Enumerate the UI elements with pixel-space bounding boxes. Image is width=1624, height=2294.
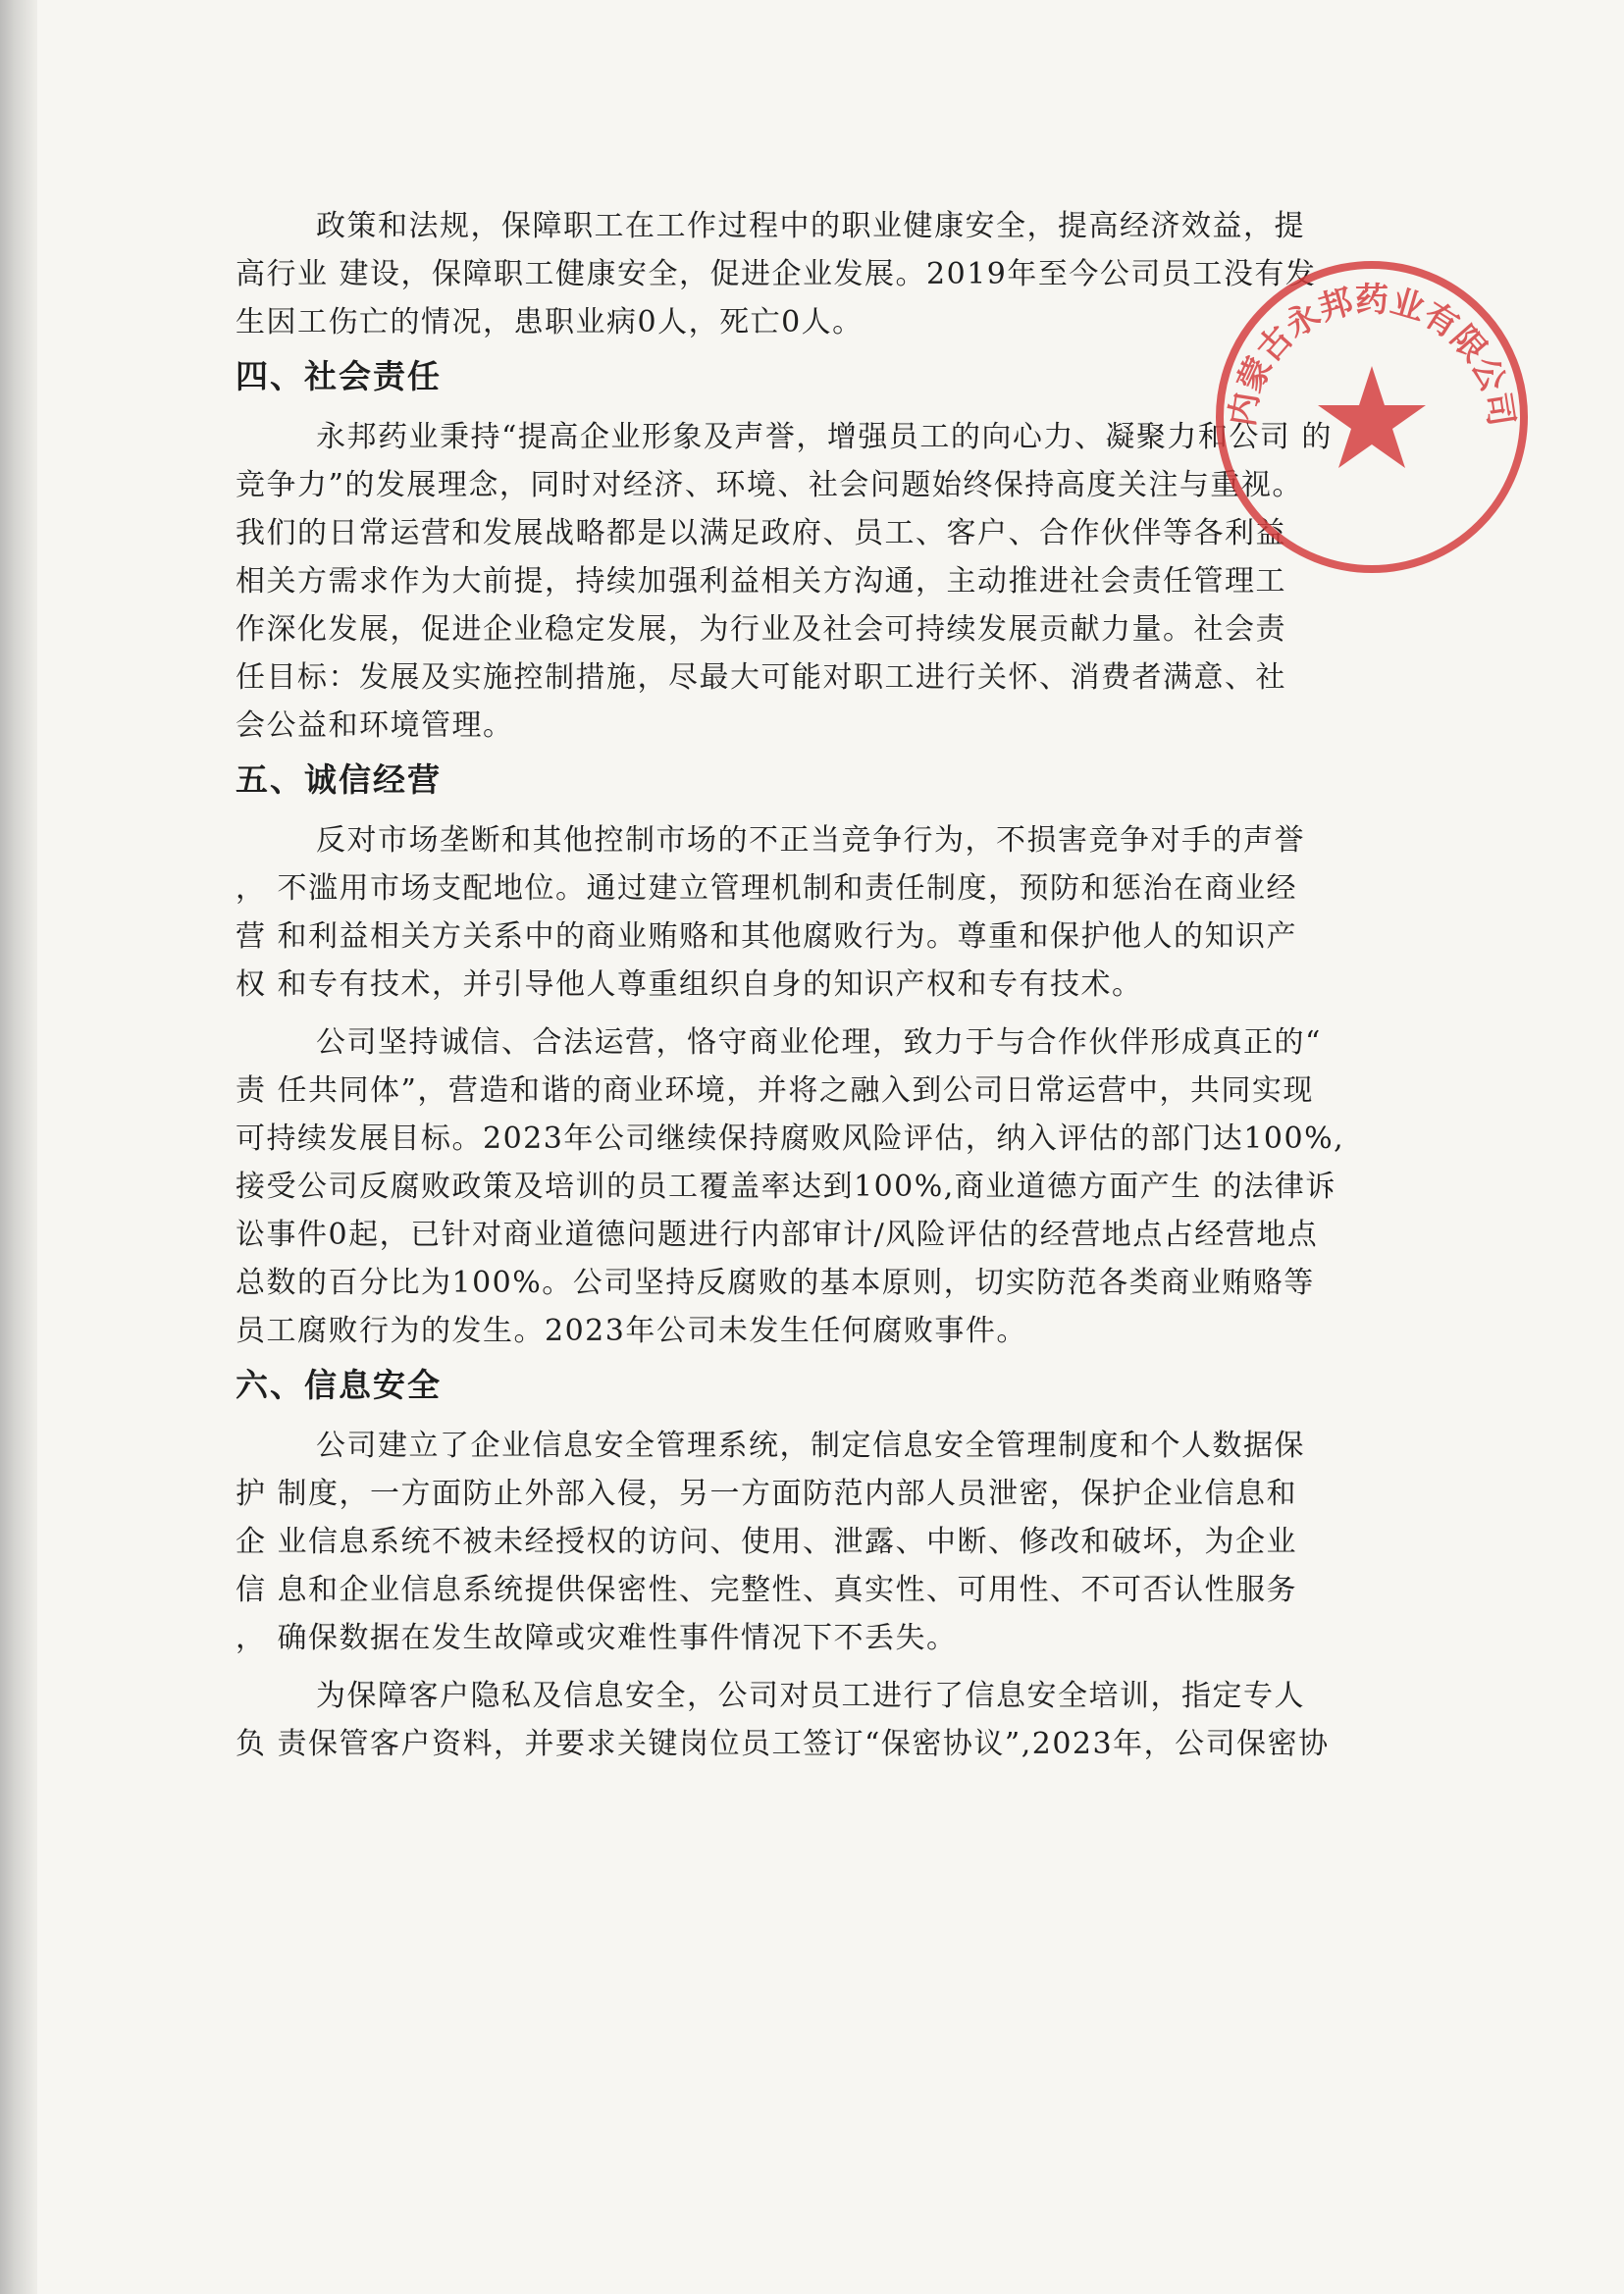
text-line: 总数的百分比为100%。公司坚持反腐败的基本原则，切实防范各类商业贿赂等 <box>236 1266 1315 1300</box>
text-line: 任目标：发展及实施控制措施，尽最大可能对职工进行关怀、消费者满意、社 <box>236 660 1286 695</box>
text-line: ， 不滥用市场支配地位。通过建立管理机制和责任制度，预防和惩治在商业经 <box>236 871 1298 906</box>
text-line: 讼事件0起，已针对商业道德问题进行内部审计/风险评估的经营地点占经营地点 <box>236 1218 1319 1252</box>
text-line: 公司建立了企业信息安全管理系统，制定信息安全管理制度和个人数据保 <box>316 1429 1305 1463</box>
text-line: 护 制度，一方面防止外部入侵，另一方面防范内部人员泄密，保护企业信息和 <box>236 1477 1298 1511</box>
integrity-paragraph-2 <box>236 1018 1384 1355</box>
text-line: 生因工伤亡的情况，患职业病0人，死亡0人。 <box>236 305 864 339</box>
text-line: 政策和法规，保障职工在工作过程中的职业健康安全，提高经济效益，提 <box>316 209 1305 243</box>
text-line: 高行业 建设，保障职工健康安全，促进企业发展。2019年至今公司员工没有发 <box>236 257 1317 291</box>
text-line: 员工腐败行为的发生。2023年公司未发生任何腐败事件。 <box>236 1314 1027 1348</box>
scan-shadow-edge <box>0 0 37 2294</box>
text-line: 竞争力”的发展理念，同时对经济、环境、社会问题始终保持高度关注与重视。 <box>236 468 1303 502</box>
section-heading-integrity: 五、诚信经营 <box>236 760 442 799</box>
text-line: 反对市场垄断和其他控制市场的不正当竞争行为，不损害竞争对手的声誉 <box>316 823 1305 858</box>
text-line: ， 确保数据在发生故障或灾难性事件情况下不丢失。 <box>236 1621 958 1655</box>
text-line: 永邦药业秉持“提高企业形象及声誉，增强员工的向心力、凝聚力和公司 的 <box>316 420 1333 454</box>
seal-arc-path-text: 内蒙古永邦药业有限公司 <box>1223 281 1521 429</box>
text-line: 责 任共同体”，营造和谐的商业环境，并将之融入到公司日常运营中，共同实现 <box>236 1073 1314 1108</box>
text-line: 营 和利益相关方关系中的商业贿赂和其他腐败行为。尊重和保护他人的知识产 <box>236 919 1298 954</box>
section-heading-social-responsibility: 四、社会责任 <box>236 357 442 395</box>
text-line: 公司坚持诚信、合法运营，恪守商业伦理，致力于与合作伙伴形成真正的“ <box>316 1025 1322 1060</box>
text-line: 作深化发展，促进企业稳定发展，为行业及社会可持续发展贡献力量。社会责 <box>236 612 1286 647</box>
text-line: 接受公司反腐败政策及培训的员工覆盖率达到100%,商业道德方面产生 的法律诉 <box>236 1170 1336 1204</box>
integrity-paragraph-1 <box>236 816 1384 1009</box>
company-seal <box>1205 250 1539 584</box>
text-line: 可持续发展目标。2023年公司继续保持腐败风险评估，纳入评估的部门达100%, <box>236 1121 1345 1156</box>
text-line: 权 和专有技术，并引导他人尊重组织自身的知识产权和专有技术。 <box>236 967 1143 1002</box>
text-line: 会公益和环境管理。 <box>236 708 514 743</box>
text-line: 负 责保管客户资料，并要求关键岗位员工签订“保密协议”,2023年，公司保密协 <box>236 1727 1330 1761</box>
information-security-paragraph-2 <box>236 1672 1384 1768</box>
section-heading-information-security: 六、信息安全 <box>236 1366 442 1404</box>
information-security-paragraph-1 <box>236 1422 1384 1662</box>
text-line: 企 业信息系统不被未经授权的访问、使用、泄露、中断、修改和破坏，为企业 <box>236 1525 1298 1559</box>
text-line: 相关方需求作为大前提，持续加强利益相关方沟通，主动推进社会责任管理工 <box>236 564 1286 599</box>
text-line: 为保障客户隐私及信息安全，公司对员工进行了信息安全培训，指定专人 <box>316 1679 1305 1713</box>
text-line: 我们的日常运营和发展战略都是以满足政府、员工、客户、合作伙伴等各利益 <box>236 516 1286 550</box>
red-star-icon <box>1318 366 1426 468</box>
text-line: 信 息和企业信息系统提供保密性、完整性、真实性、可用性、不可否认性服务 <box>236 1573 1298 1607</box>
